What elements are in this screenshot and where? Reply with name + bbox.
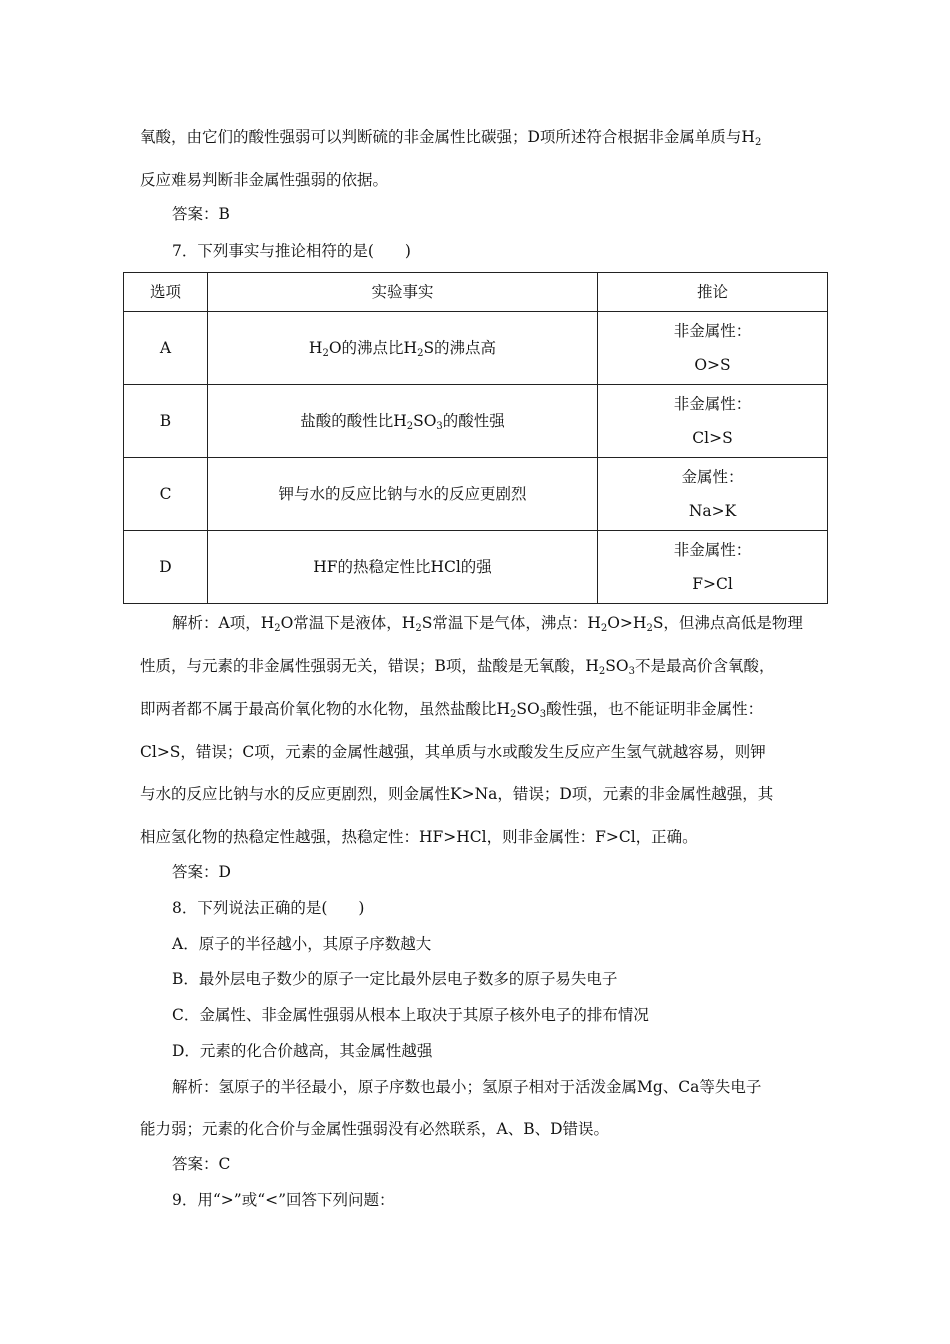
row-inference: 非金属性： Cl>S bbox=[598, 385, 828, 458]
question-8-stem: 8．下列说法正确的是( ) bbox=[172, 899, 365, 917]
analysis-q7-line: Cl>S，错误；C项，元素的金属性越强，其单质与水或酸发生反应产生氢气就越容易，则钾 bbox=[140, 743, 766, 761]
row-fact: HF的热稳定性比HCl的强 bbox=[208, 531, 598, 604]
analysis-q7-line: 与水的反应比钠与水的反应更剧烈，则金属性K>Na，错误；D项，元素的非金属性越强，其 bbox=[140, 785, 774, 803]
question-8-option: C．金属性、非金属性强弱从根本上取决于其原子核外电子的排布情况 bbox=[172, 1006, 649, 1024]
row-option: A bbox=[124, 312, 208, 385]
table-row bbox=[124, 531, 828, 604]
text-line: 反应难易判断非金属性强弱的依据。 bbox=[140, 171, 389, 189]
question-8-option: D．元素的化合价越高，其金属性越强 bbox=[172, 1042, 433, 1060]
table-row bbox=[124, 312, 828, 385]
analysis-q7-line: 解析：A项，$H_2O$常温下是液体，$H_2S$常温下是气体，沸点：$H_2O>H_2S$，但沸点高低是物理 bbox=[172, 614, 803, 634]
row-inference: 非金属性： F>Cl bbox=[598, 531, 828, 604]
header-option: 选项 bbox=[124, 273, 208, 312]
row-option: B bbox=[124, 385, 208, 458]
facts-table bbox=[123, 272, 828, 604]
analysis-q8-line: 解析：氢原子的半径最小，原子序数也最小；氢原子相对于活泼金属Mg、Ca等失电子 bbox=[172, 1078, 762, 1096]
text-line: 氧酸，由它们的酸性强弱可以判断硫的非金属性比碳强；D项所述符合根据非金属单质与$H_2$ bbox=[140, 128, 762, 148]
answer-q6: 答案：B bbox=[172, 205, 230, 223]
table-row bbox=[124, 385, 828, 458]
row-fact: $H_2O$的沸点比$H_2S$的沸点高 bbox=[208, 312, 598, 385]
row-option: C bbox=[124, 458, 208, 531]
row-fact: 盐酸的酸性比$H_2SO_3$的酸性强 bbox=[208, 385, 598, 458]
header-inference: 推论 bbox=[598, 273, 828, 312]
analysis-q7-line: 相应氢化物的热稳定性越强，热稳定性：HF>HCl，则非金属性：F>Cl，正确。 bbox=[140, 828, 698, 846]
row-inference: 金属性： Na>K bbox=[598, 458, 828, 531]
header-fact: 实验事实 bbox=[208, 273, 598, 312]
analysis-q7-line: 即两者都不属于最高价氧化物的水化物，虽然盐酸比$H_2SO_3$酸性强，也不能证明非金属性： bbox=[140, 700, 764, 720]
row-inference: 非金属性： O>S bbox=[598, 312, 828, 385]
table-row bbox=[124, 458, 828, 531]
answer-q7: 答案：D bbox=[172, 863, 231, 881]
question-8-option: A．原子的半径越小，其原子序数越大 bbox=[172, 935, 432, 953]
question-8-option: B．最外层电子数少的原子一定比最外层电子数多的原子易失电子 bbox=[172, 970, 618, 988]
question-7-stem: 7．下列事实与推论相符的是( ) bbox=[172, 242, 411, 260]
row-option: D bbox=[124, 531, 208, 604]
row-fact: 钾与水的反应比钠与水的反应更剧烈 bbox=[208, 458, 598, 531]
question-9-stem: 9．用“>”或“<”回答下列问题： bbox=[172, 1191, 395, 1209]
table-header-row bbox=[124, 273, 828, 312]
analysis-q7-line: 性质，与元素的非金属性强弱无关，错误；B项，盐酸是无氧酸，$H_2SO_3$不是最高价含氧酸， bbox=[140, 657, 775, 677]
answer-q8: 答案：C bbox=[172, 1155, 231, 1173]
analysis-q8-line: 能力弱；元素的化合价与金属性强弱没有必然联系，A、B、D错误。 bbox=[140, 1120, 610, 1138]
